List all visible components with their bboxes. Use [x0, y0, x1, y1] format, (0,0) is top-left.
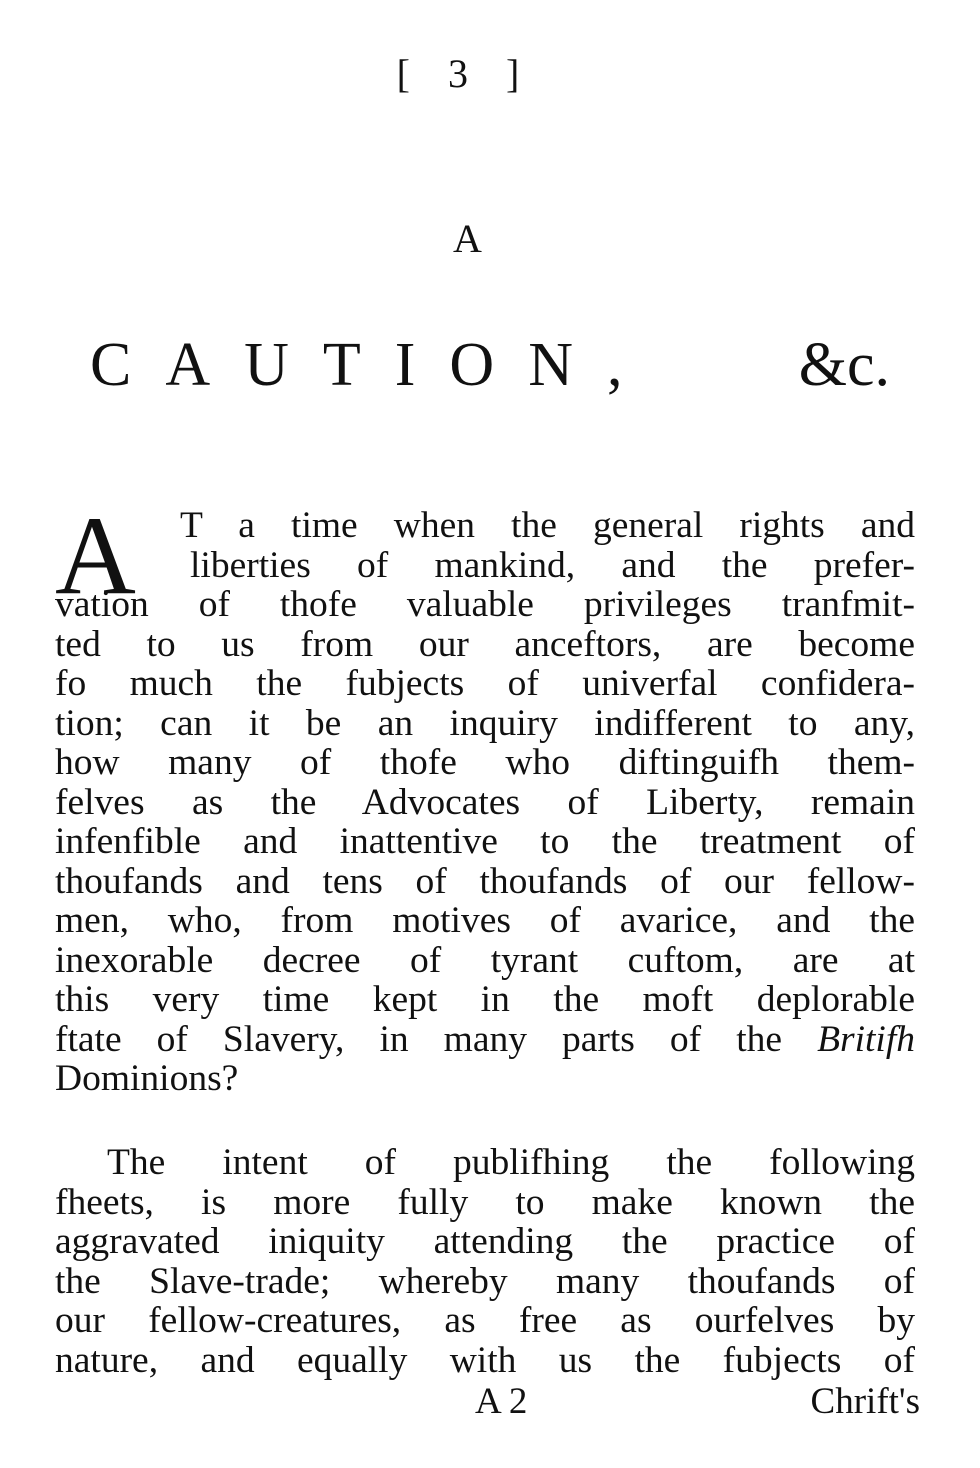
text-line: thoufands and tens of thoufands of our fellow- [55, 860, 915, 902]
text-line: this very time kept in the moft deplorable [55, 979, 915, 1020]
page-footer [0, 1380, 980, 1430]
text-line: infenfible and inattentive to the treatment of [55, 821, 915, 862]
text-line: aggravated iniquity attending the practice of [55, 1221, 915, 1262]
paragraph-1 [55, 494, 915, 1099]
text-line: how many of thofe who diftinguifh them- [55, 742, 915, 783]
text-segment: ftate of Slavery, in many parts of the [55, 1018, 783, 1060]
text-line: liberties of mankind, and the prefer- [190, 544, 915, 586]
drop-cap: A [55, 494, 136, 618]
italic-word: Britifh [817, 1018, 915, 1060]
text-line: vation of thofe valuable privileges tranfmit- [55, 584, 915, 625]
title-suffix: &c. [798, 331, 890, 399]
text-line: felves as the Advocates of Liberty, remain [55, 781, 915, 823]
text-line: T a time when the general rights and [180, 505, 915, 546]
text-line: the Slave-trade; whereby many thoufands of [55, 1260, 915, 1302]
signature-mark: A 2 [475, 1381, 528, 1422]
text-line: The intent of publifhing the following [107, 1142, 915, 1183]
page-number: [ 3 ] [396, 51, 534, 96]
paragraph-2 [55, 1143, 915, 1380]
title-article: A [453, 216, 482, 261]
catchword: Chrift's [810, 1381, 920, 1422]
page-title [90, 330, 890, 401]
title-main-word: CAUTION, [90, 331, 657, 399]
text-line: our fellow-creatures, as free as ourfelves by [55, 1300, 915, 1341]
text-line: ted to us from our anceftors, are become [55, 623, 915, 665]
text-line: fo much the fubjects of univerfal confidera- [55, 663, 915, 704]
text-line: tion; can it be an inquiry indifferent to any, [55, 702, 915, 744]
text-line: Dominions? [55, 1058, 239, 1099]
text-line [55, 1020, 915, 1060]
text-line: nature, and equally with us the fubjects of [55, 1339, 915, 1381]
text-line: fheets, is more fully to make known the [55, 1181, 915, 1223]
text-line: men, who, from motives of avarice, and the [55, 900, 915, 941]
text-line: inexorable decree of tyrant cuftom, are at [55, 939, 915, 981]
